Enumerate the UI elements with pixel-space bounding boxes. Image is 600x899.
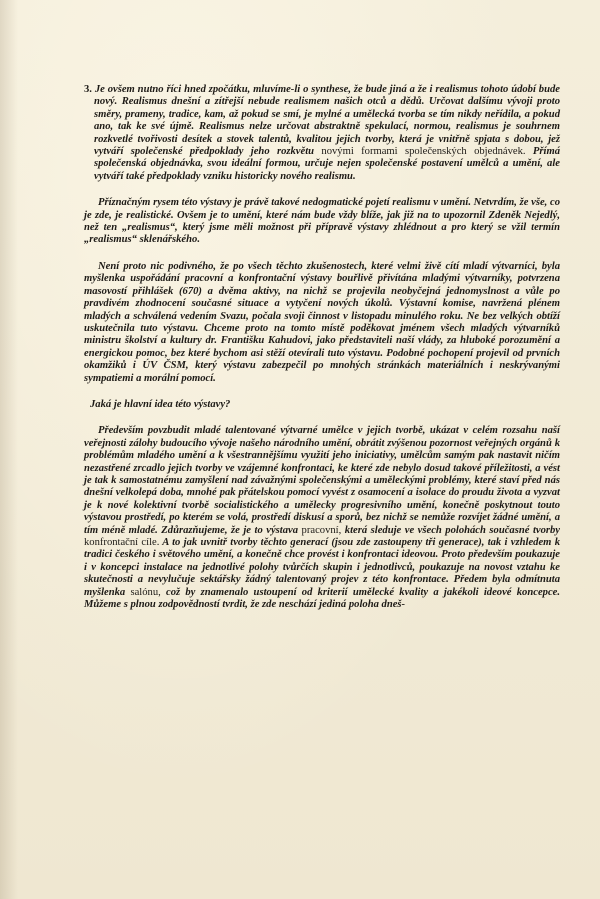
paragraph-main-idea (84, 425, 560, 611)
paragraph-main-idea-part-f: salónu, (130, 586, 161, 598)
paragraph-main-idea-part-c: která sleduje ve všech polohách současné tvorby (344, 524, 561, 536)
paragraph-intro (84, 84, 560, 183)
section-number: 3. (84, 84, 92, 95)
paragraph-realism: Příznačným rysem této výstavy je právě takové nedogmatické pojetí realismu v umění. Netvrdím, že vše, co je zde, je realistické. Ovšem je to umění, které nám bude vždy blíže, jak již na to upozornil Zdeněk Nejedlý, než ten „realismus“, který jsme měli možnost při přípravě výstavy zhlédnout a pro který se vžil termín „realismus“ sklenářského. (84, 197, 560, 246)
paragraph-intro-part-b: novými formami společenských objednávek. (321, 146, 526, 158)
paragraph-main-idea-part-e: A to jak uvnitř tvorby těchto generací (jsou zde zastoupeny tři generace), tak i vzhledem k tradici českého i světového umění, a konečně chce provést i konfrontaci ideovou. Proto především poukazuje i v koncepci instalace na jednotlivé polohy tvůrčích skupin i jednotlivců, poukazuje na novost vztahu ke skutečnosti a nevylučuje sektářsky žádný talentovaný projev z této konfrontace. Předem byla odmítnuta myšlenka (84, 537, 560, 598)
paragraph-intro-part-c: Přímá společenská objednávka, svou ideální formou, určuje nejen společenské postavení umělců a umění, ale vytváří také předpoklady vzniku historicky nového realismu. (94, 146, 560, 182)
paragraph-main-idea-part-g: což by znamenalo ustoupení od kriterií umělecké kvality a jakékoli ideové koncepce. Můžeme s plnou zodpovědností tvrdit, že zde neschází jediná poloha dneš- (84, 586, 560, 611)
paragraph-history: Není proto nic podivného, že po všech těchto zkušenostech, které velmi živě cítí mladí výtvarníci, byla myšlenka uspořádání pracovní a konfrontační výstavy bouřlivě přivítána mladými výtvarníky, potvrzena masovostí přihlášek (670) a dvěma aktivy, na nichž se projevila neobyčejná jednomyslnost a vůle po pravdivém zhodnocení současné situace a vytyčení nových úkolů. Výstavní komise, navržená plénem mladých a schválená vedením Svazu, počala svoji činnost v listopadu minulého roku. Ne bez velkých obtíží uskutečnila tuto výstavu. Chceme proto na tomto místě poděkovat jménem všech mladých výtvarníků ministru školství a kultury dr. Františku Kahudovi, jako představiteli naší vlády, za hluboké porozumění a energickou pomoc, bez které bychom asi stěží otevírali tuto výstavu. Podobné pochopení projevil od prvních okamžiků i ÚV ČSM, který výstavu zabezpečil po mnohých stránkách materiálních i neskrývanými sympatiemi a morální pomocí. (84, 260, 560, 384)
paragraph-main-idea-part-b: pracovní, (301, 524, 342, 536)
paragraph-intro-part-a: Je ovšem nutno říci hned zpočátku, mluvíme-li o synthese, že bude jiná a že i realismus tohoto údobí bude nový. Realismus dnešní a zítřejší nebude realismem našich otců a dědů. Určovat dalšímu vývoji proto směry, prameny, tradice, kam, až pokud se smí, je mylné a umělecká tvorba se tím nikdy neřídila, a pokud ano, tak ke své újmě. Realismus nelze určovat abstraktně spekulací, normou, realismus je souhrnem rozkvetlé tvořivosti desítek a stovek talentů, kvalitou jejich tvorby, která je vnitřně spjata s dobou, jež vytváří společenské předpoklady jeho rozkvětu (94, 84, 560, 158)
paragraph-main-idea-part-d: konfrontační cíle. (84, 537, 160, 548)
page-edge-shadow (0, 0, 18, 899)
paragraph-main-idea-part-a: Především povzbudit mladé talentované výtvarné umělce v jejich tvorbě, ukázat v celém rozsahu naší veřejnosti zálohy budoucího vývoje našeho národního umění, obrátit zvýšenou pozornost veřejných orgánů k problémům mladého umění a k všestrannějšímu využití jeho iniciativy, umělcům samým pak nastavit ničím nezastřené zrcadlo jejich tvorby ve vzájemné konfrontaci, ke které zde nebylo dosud takové příležitosti, a vést je tak k samostatnému zamyšlení nad závažnými společenskými a uměleckými problémy, které staví před nás dnešní velkolepá doba, mnohé pak přátelskou pomocí vyvést z osamocení a isolace do proudu života a vyzvat je k nové kolektivní tvorbě socialistického a umělecky progresivního umění, konečně poskytnout touto výstavou prostředí, po kterém se volá, prostředí diskusí a sporů, bez nichž se nemůže rozvíjet žádné umění, a tím méně mladé. Zdůrazňujeme, že je to výstava (84, 425, 560, 536)
article-body (84, 84, 560, 625)
question-heading: Jaká je hlavní idea této výstavy? (90, 398, 231, 410)
